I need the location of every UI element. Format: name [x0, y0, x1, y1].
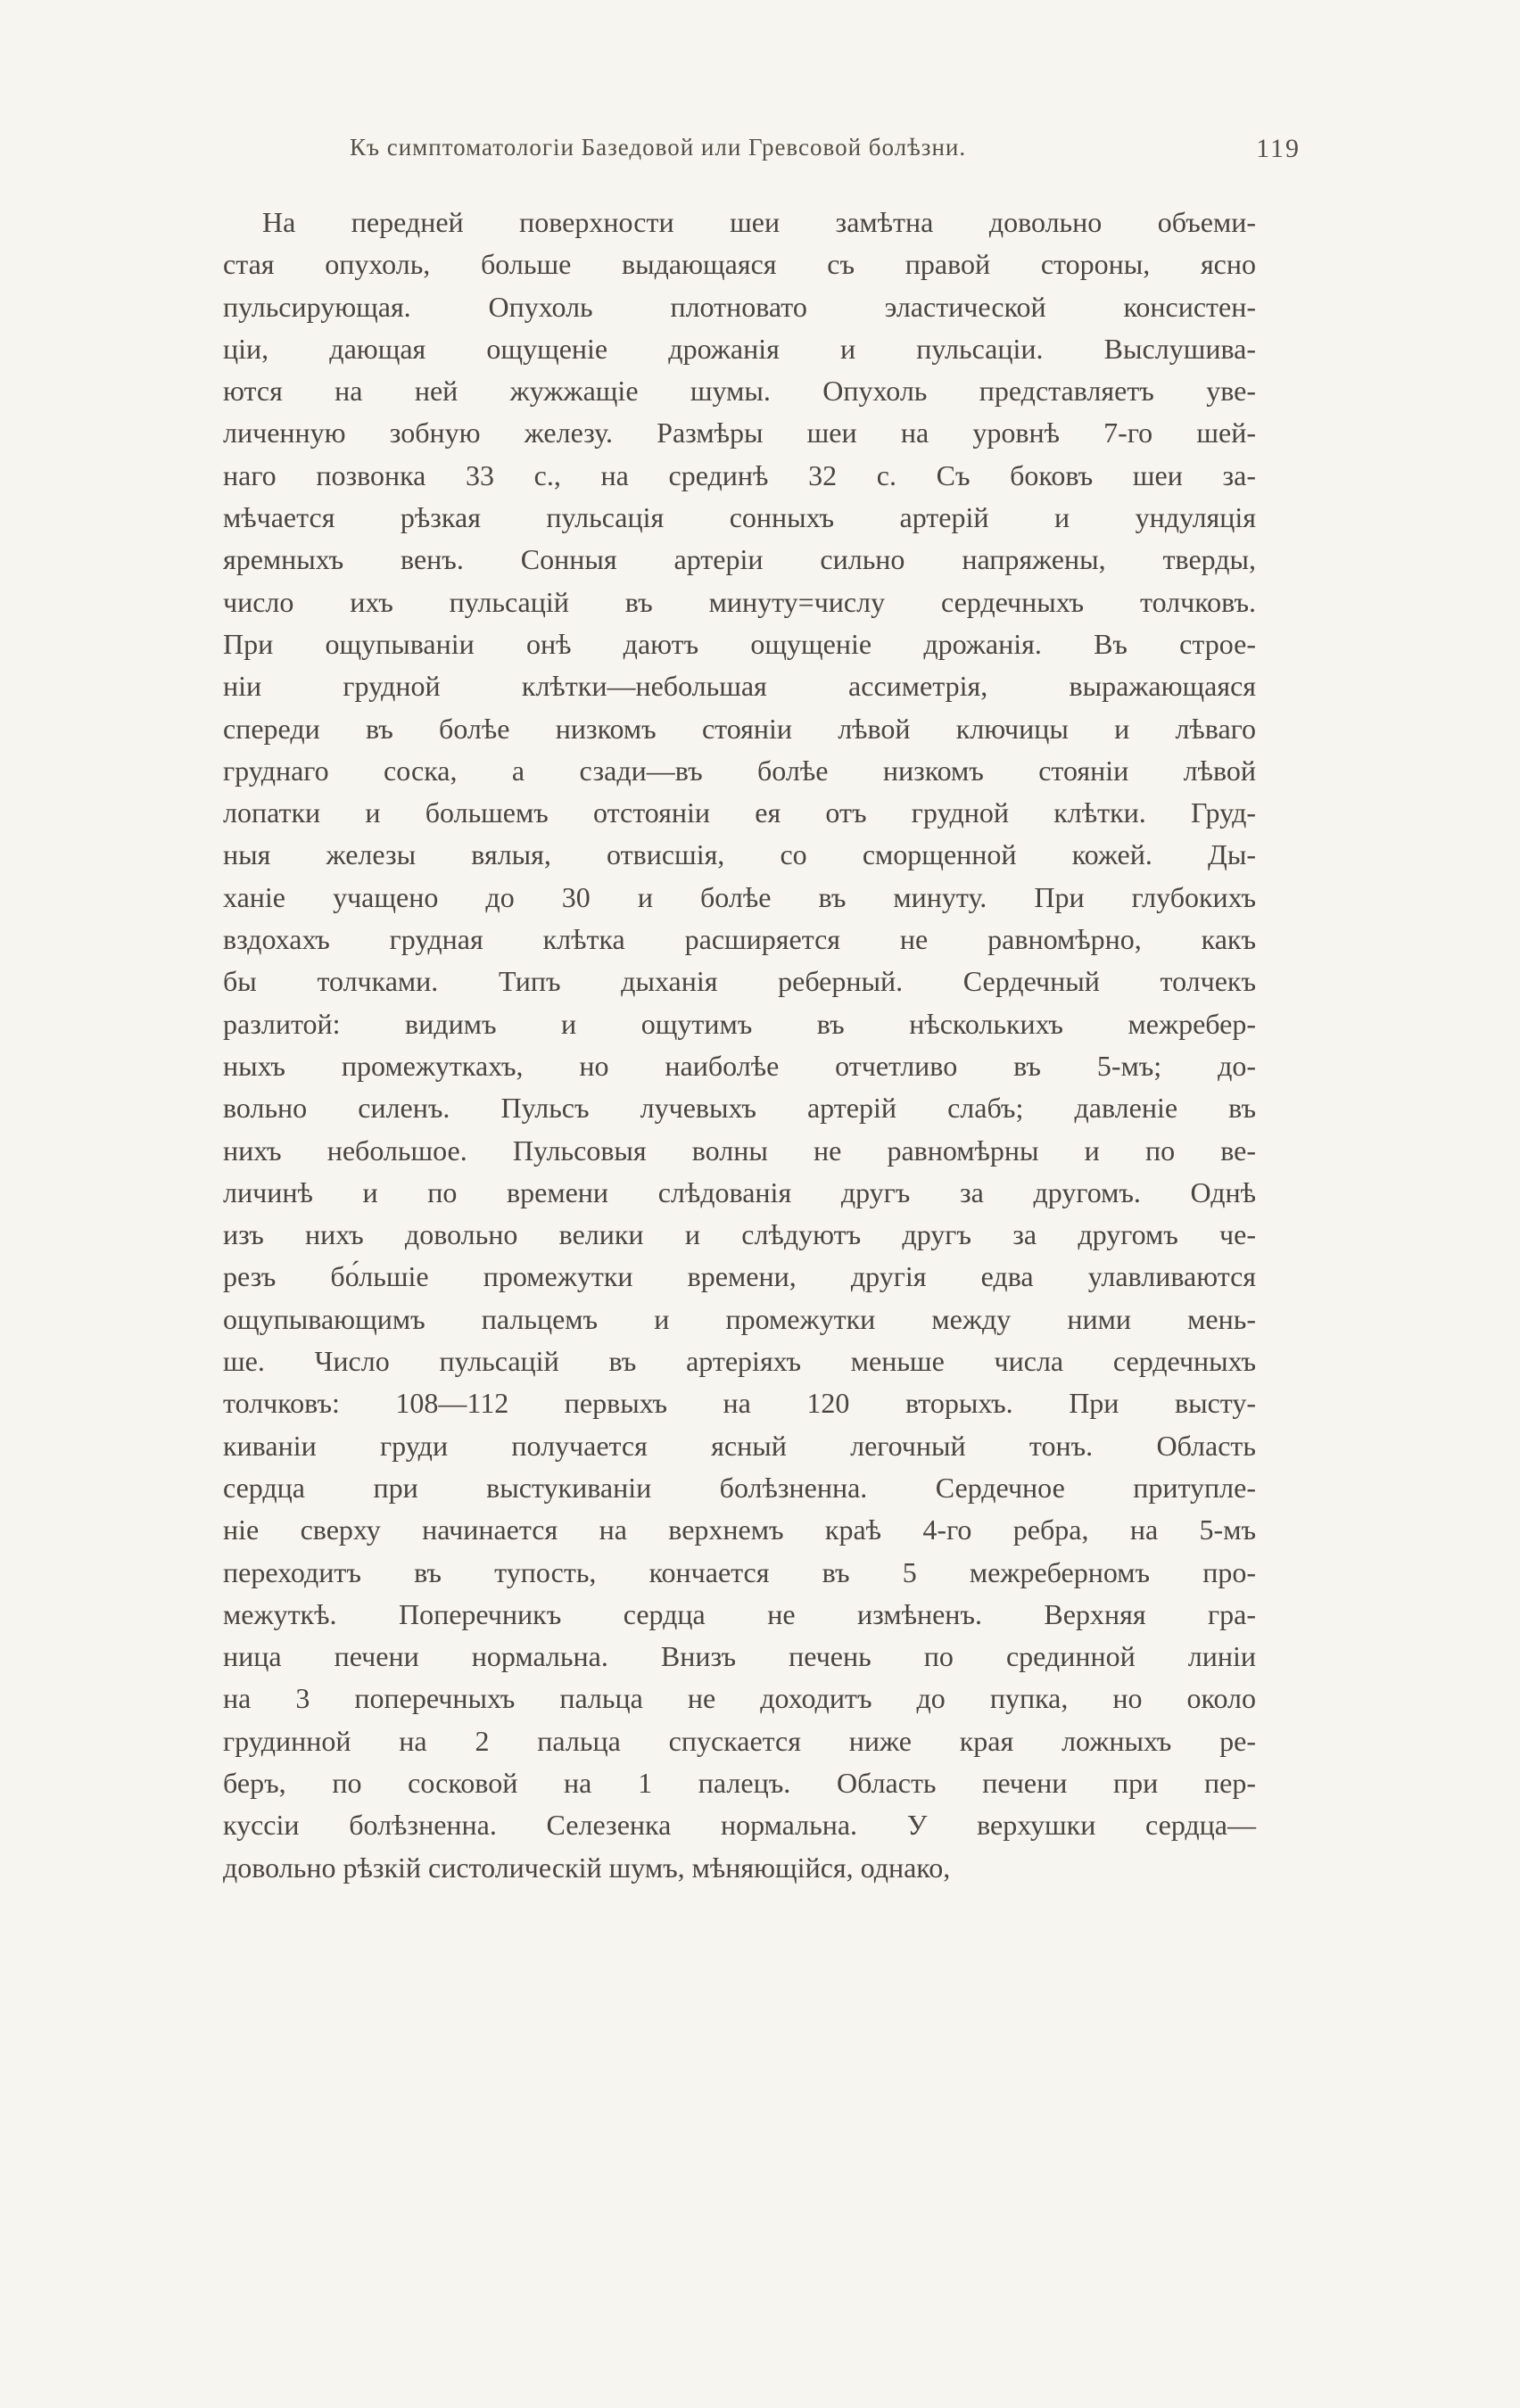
text-line: личенную зобную железу. Размѣры шеи на уровнѣ 7-го шей- [223, 416, 1256, 449]
page-number: 119 [1256, 134, 1301, 163]
text-line: межуткѣ. Поперечникъ сердца не измѣненъ. Верхняя гра- [223, 1597, 1256, 1630]
text-line: ніе сверху начинается на верхнемъ краѣ 4-го ребра, на 5-мъ [223, 1513, 1256, 1546]
text-line: резъ бо́льшіе промежутки времени, другія едва улавливаются [223, 1260, 1256, 1293]
text-line: довольно рѣзкій систолическій шумъ, мѣняющійся, однако, [223, 1851, 951, 1884]
text-line: разлитой: видимъ и ощутимъ въ нѣсколькихъ межребер- [223, 1007, 1256, 1040]
text-line: сердца при выстукиваніи болѣзненна. Сердечное притупле- [223, 1471, 1256, 1504]
text-line: ются на ней жужжащіе шумы. Опухоль представляетъ уве- [223, 375, 1256, 408]
text-line: яремныхъ венъ. Сонныя артеріи сильно напряжены, тверды, [223, 543, 1256, 576]
text-line: ніи грудной клѣтки—небольшая ассиметрія, выражающаяся [223, 670, 1256, 703]
text-line: переходитъ въ тупость, кончается въ 5 межреберномъ про- [223, 1555, 1256, 1588]
text-line: толчковъ: 108—112 первыхъ на 120 вторыхъ. При высту- [223, 1387, 1256, 1420]
text-line: ощупывающимъ пальцемъ и промежутки между ними мень- [223, 1302, 1256, 1335]
text-line: лопатки и большемъ отстояніи ея отъ грудной клѣтки. Груд- [223, 796, 1256, 829]
text-line: наго позвонка 33 с., на срединѣ 32 с. Съ боковъ шеи за- [223, 458, 1256, 491]
text-line: личинѣ и по времени слѣдованія другъ за другомъ. Однѣ [223, 1175, 1256, 1208]
text-line: пульсирующая. Опухоль плотновато эластической консистен- [223, 290, 1256, 323]
text-line: При ощупываніи онѣ даютъ ощущеніе дрожанія. Въ строе- [223, 627, 1256, 660]
body-paragraph [223, 202, 1256, 1889]
text-line: груднаго соска, а сзади—въ болѣе низкомъ стояніи лѣвой [223, 754, 1256, 787]
text-line: ханіе учащено до 30 и болѣе въ минуту. При глубокихъ [223, 880, 1256, 913]
text-line: куссіи болѣзненна. Селезенка нормальна. У верхушки сердца— [223, 1809, 1256, 1842]
text-line: киваніи груди получается ясный легочный тонъ. Область [223, 1429, 1256, 1462]
text-line: нихъ небольшое. Пульсовыя волны не равномѣрны и по ве- [223, 1134, 1256, 1167]
text-line: изъ нихъ довольно велики и слѣдуютъ другъ за другомъ че- [223, 1218, 1256, 1251]
text-line: вольно силенъ. Пульсъ лучевыхъ артерій слабъ; давленіе въ [223, 1092, 1256, 1125]
text-line: беръ, по сосковой на 1 палецъ. Область печени при пер- [223, 1766, 1256, 1799]
text-line: На передней поверхности шеи замѣтна довольно объеми- [262, 206, 1256, 238]
text-line: спереди въ болѣе низкомъ стояніи лѣвой ключицы и лѣваго [223, 712, 1256, 745]
text-line: ціи, дающая ощущеніе дрожанія и пульсаціи. Выслушива- [223, 332, 1256, 365]
text-line: ше. Число пульсацій въ артеріяхъ меньше числа сердечныхъ [223, 1345, 1256, 1378]
text-line: бы толчками. Типъ дыханія реберный. Сердечный толчекъ [223, 965, 1256, 998]
text-line: вздохахъ грудная клѣтка расширяется не равномѣрно, какъ [223, 923, 1256, 956]
text-line: на 3 поперечныхъ пальца не доходитъ до пупка, но около [223, 1682, 1256, 1715]
text-line: стая опухоль, больше выдающаяся съ правой стороны, ясно [223, 248, 1256, 281]
running-head [350, 134, 1301, 169]
text-line: число ихъ пульсацій въ минуту=числу сердечныхъ толчковъ. [223, 585, 1256, 618]
text-line: ныя железы вялыя, отвисшія, со сморщенной кожей. Ды- [223, 838, 1256, 871]
text-line: грудинной на 2 пальца спускается ниже края ложныхъ ре- [223, 1724, 1256, 1757]
text-line: мѣчается рѣзкая пульсація сонныхъ артерій и ундуляція [223, 501, 1256, 534]
text-line: ныхъ промежуткахъ, но наиболѣе отчетливо въ 5-мъ; до- [223, 1049, 1256, 1082]
text-line: ница печени нормальна. Внизъ печень по срединной линіи [223, 1640, 1256, 1673]
running-title: Къ симптоматологіи Базедовой или Гревсовой болѣзни. [350, 134, 967, 161]
